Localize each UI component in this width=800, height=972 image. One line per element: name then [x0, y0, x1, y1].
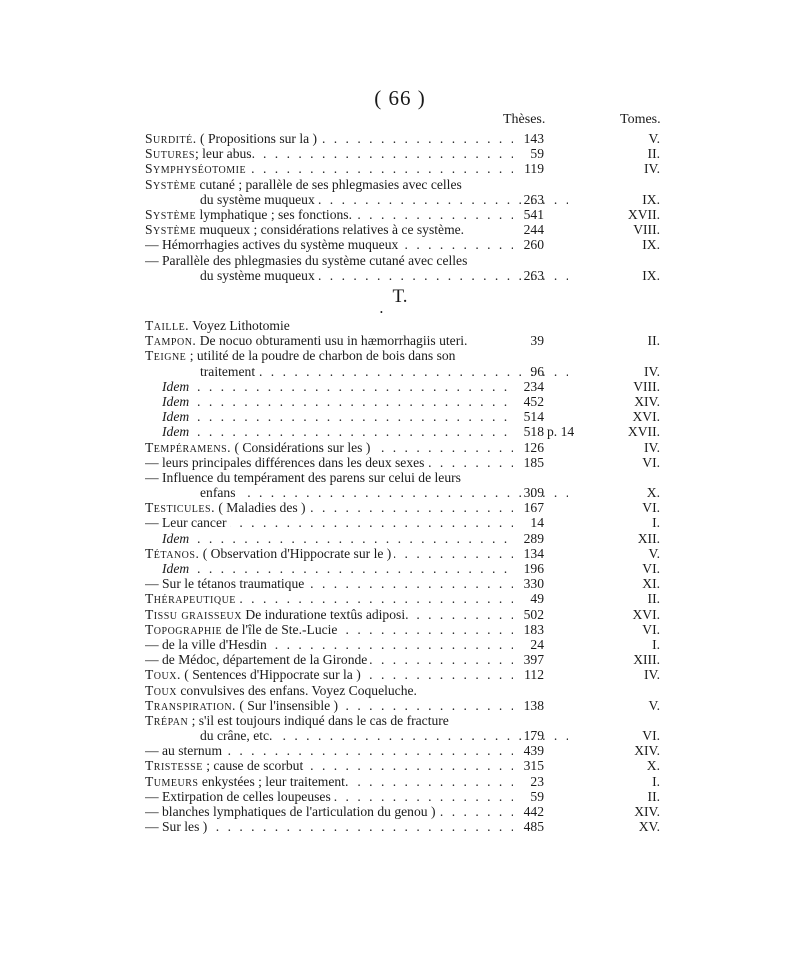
entry-keyword: Tampon.: [145, 333, 197, 349]
index-entry: [0, 424, 800, 439]
entry-description: muqueux ; considérations relatives à ce système.: [196, 222, 465, 238]
index-entry: [0, 268, 800, 283]
tome-number: V.: [648, 131, 660, 146]
theses-number: 518: [523, 424, 544, 440]
entry-description: de l'île de Ste.-Lucie: [222, 621, 338, 637]
entry-description: — leurs principales différences dans les deux sexes: [145, 454, 425, 470]
tome-number: V.: [648, 697, 660, 713]
entry-description: — Sur les ): [145, 819, 208, 835]
index-entry: [0, 819, 800, 834]
entry-description: Idem: [162, 530, 190, 546]
entry-text: [162, 394, 513, 409]
entry-keyword: Topographie: [145, 621, 223, 637]
theses-number: 289: [523, 530, 544, 546]
entry-keyword: Toux.: [145, 667, 181, 683]
index-entry: [0, 131, 800, 146]
tome-number: I.: [652, 636, 660, 652]
entry-keyword: Symphyséotomie: [145, 161, 247, 177]
entry-description: ( Sur l'insensible ): [235, 697, 339, 713]
entry-description: Voyez Lithotomie: [189, 318, 290, 333]
theses-number: 439: [523, 743, 544, 759]
entry-text: [145, 348, 513, 363]
entry-text: [145, 546, 513, 561]
theses-number: 442: [523, 804, 544, 819]
index-entry: [0, 237, 800, 252]
entry-text: [145, 652, 513, 667]
entry-text: [145, 607, 513, 622]
entry-text: [145, 713, 513, 728]
tome-number: IX.: [642, 237, 660, 253]
entry-text: [145, 333, 513, 348]
tome-number: X.: [646, 485, 660, 501]
entry-description: — au sternum: [145, 743, 223, 759]
entry-keyword: Taille.: [145, 318, 190, 333]
theses-number: 196: [523, 561, 544, 576]
tome-number: XIV.: [634, 743, 660, 759]
entry-text: [145, 455, 513, 470]
index-entry: [0, 470, 800, 485]
index-entry: [0, 253, 800, 268]
theses-number: 183: [523, 621, 544, 637]
tome-number: II.: [647, 788, 660, 804]
entry-text: [145, 683, 513, 698]
theses-number: 59: [530, 788, 544, 804]
entry-keyword: Système: [145, 176, 197, 192]
index-entry: [0, 758, 800, 773]
entry-text: [145, 440, 513, 455]
entry-description: du système muqueux: [200, 267, 315, 283]
theses-number: 263: [523, 191, 544, 207]
index-entry: [0, 161, 800, 176]
page-reference: p. 14: [547, 424, 575, 440]
theses-number: 244: [523, 222, 544, 238]
section-t-heading: T.: [392, 286, 408, 307]
entry-text: [145, 819, 513, 834]
entry-keyword: Tissu graisseux: [145, 606, 242, 622]
index-entry: [0, 743, 800, 758]
tome-number: VI.: [642, 454, 660, 470]
entry-description: ( Sentences d'Hippocrate sur la ): [180, 667, 361, 683]
entry-description: du système muqueux: [200, 191, 315, 207]
entry-description: Idem: [162, 393, 190, 409]
entry-text: [145, 515, 513, 530]
theses-number: 541: [523, 206, 544, 222]
theses-number: 119: [524, 161, 544, 177]
entry-text: [145, 237, 513, 252]
entry-keyword: Tumeurs: [145, 773, 199, 789]
tome-number: XI.: [642, 576, 660, 592]
entry-keyword: Système: [145, 206, 197, 222]
tome-number: XVII.: [627, 206, 660, 222]
entry-description: — Hémorrhagies actives du système muqueux: [145, 237, 399, 253]
index-entry: [0, 207, 800, 222]
column-header-tomes: Tomes.: [620, 112, 661, 127]
entry-description: ; leur abus.: [194, 146, 255, 162]
entry-description: Idem: [162, 561, 190, 576]
theses-number: 134: [523, 545, 544, 561]
index-entry: [0, 622, 800, 637]
tome-number: IV.: [644, 363, 660, 379]
tome-number: VIII.: [633, 222, 660, 238]
entry-text: [145, 161, 513, 176]
entry-description: — Extirpation de celles loupeuses: [145, 788, 331, 804]
entry-text: [145, 253, 513, 268]
entry-description: — Leur cancer: [145, 515, 227, 531]
entry-keyword: Sutures: [145, 146, 195, 162]
entry-description: ( Considérations sur les ): [231, 439, 371, 455]
entry-description: lymphatique ; ses fonctions.: [196, 206, 352, 222]
entry-text: [162, 409, 513, 424]
theses-number: 315: [523, 758, 544, 774]
theses-number: 263: [523, 267, 544, 283]
index-entry: [0, 379, 800, 394]
tome-number: X.: [646, 758, 660, 774]
theses-number: 260: [523, 237, 544, 253]
tome-number: XVI.: [632, 409, 660, 425]
index-entry: [0, 364, 800, 379]
entry-description: ( Propositions sur la ): [196, 131, 318, 146]
theses-number: 112: [524, 667, 544, 683]
tome-number: IX.: [642, 267, 660, 283]
index-entry: [0, 728, 800, 743]
index-entry: [0, 698, 800, 713]
entry-keyword: Tétanos.: [145, 545, 200, 561]
entry-text: [145, 743, 513, 758]
tome-number: XV.: [638, 819, 660, 835]
entry-description: De induratione textûs adiposi.: [242, 606, 409, 622]
entry-description: ( Observation d'Hippocrate sur le ): [199, 545, 392, 561]
tome-number: IX.: [642, 191, 660, 207]
entry-text: [145, 177, 513, 192]
index-entry: [0, 318, 800, 333]
index-entry: [0, 531, 800, 546]
entry-description: cutané ; parallèle de ses phlegmasies avec celles: [196, 176, 462, 192]
tome-number: IV.: [644, 439, 660, 455]
tome-number: IV.: [644, 161, 660, 177]
entry-description: ( Maladies des ): [214, 500, 306, 516]
index-entry: [0, 576, 800, 591]
tome-number: VI.: [642, 561, 660, 576]
entry-description: — Influence du tempérament des parens sur celui de leurs: [145, 469, 461, 485]
theses-number: 452: [523, 393, 544, 409]
entry-text: [162, 531, 513, 546]
theses-number: 397: [523, 652, 544, 668]
entry-description: ; utilité de la poudre de charbon de bois dans son: [186, 348, 456, 364]
index-entry: [0, 515, 800, 530]
entry-description: enfans: [200, 485, 236, 501]
index-entry: [0, 561, 800, 576]
index-entry: [0, 333, 800, 348]
entry-text: [145, 470, 513, 485]
index-entry: [0, 774, 800, 789]
theses-number: 330: [523, 576, 544, 592]
theses-number: 514: [523, 409, 544, 425]
entry-description: convulsives des enfans. Voyez Coqueluche.: [176, 682, 417, 698]
entry-description: Idem: [162, 424, 190, 440]
tome-number: IV.: [644, 667, 660, 683]
theses-number: 24: [530, 636, 544, 652]
entry-text: [145, 637, 513, 652]
entry-keyword: Thérapeutique: [145, 591, 236, 607]
theses-number: 14: [530, 515, 544, 531]
entry-description: enkystées ; leur traitement.: [198, 773, 349, 789]
section-t-entries: [0, 318, 800, 834]
tome-number: VI.: [642, 728, 660, 744]
theses-number: 23: [530, 773, 544, 789]
entry-description: Idem: [162, 409, 190, 425]
theses-number: 179: [523, 728, 544, 744]
index-entry: [0, 652, 800, 667]
theses-number: 126: [523, 439, 544, 455]
entry-text: [145, 207, 513, 222]
index-entry: [0, 394, 800, 409]
index-entry: [0, 409, 800, 424]
tome-number: I.: [652, 773, 660, 789]
index-entry: [0, 789, 800, 804]
entry-description: ; cause de scorbut: [202, 758, 304, 774]
entry-text: [145, 222, 513, 237]
entry-keyword: Transpiration.: [145, 697, 236, 713]
tome-number: VI.: [642, 621, 660, 637]
entry-text: [162, 424, 513, 439]
index-entry: [0, 683, 800, 698]
entry-text: [145, 318, 513, 333]
entry-keyword: Testicules.: [145, 500, 215, 516]
entry-keyword: Surdité.: [145, 131, 197, 146]
entry-text: [145, 146, 513, 161]
tome-number: XIII.: [633, 652, 660, 668]
theses-number: 59: [530, 146, 544, 162]
theses-number: 39: [530, 333, 544, 349]
entry-description: — de Médoc, département de la Gironde: [145, 652, 368, 668]
tome-number: VIII.: [633, 378, 660, 394]
index-entry: [0, 485, 800, 500]
entry-description: ; s'il est toujours indiqué dans le cas de fracture: [188, 712, 449, 728]
theses-number: 234: [523, 378, 544, 394]
index-entry: [0, 222, 800, 237]
tome-number: II.: [647, 333, 660, 349]
theses-number: 167: [523, 500, 544, 516]
page-number: ( 66 ): [374, 86, 426, 110]
entry-keyword: Tempéramens.: [145, 439, 232, 455]
entry-keyword: Toux: [145, 682, 177, 698]
entry-text: [145, 758, 513, 773]
theses-number: 502: [523, 606, 544, 622]
entry-keyword: Teigne: [145, 348, 187, 364]
entry-description: — Sur le tétanos traumatique: [145, 576, 305, 592]
entry-description: De nocuo obturamenti usu in hæmorrhagiis uteri.: [196, 333, 468, 349]
tome-number: XVII.: [627, 424, 660, 440]
index-entry: [0, 804, 800, 819]
entry-text: [145, 698, 513, 713]
entry-description: — de la ville d'Hesdin: [145, 636, 267, 652]
index-entry: [0, 177, 800, 192]
separator-dot: •: [380, 308, 383, 317]
tome-number: II.: [647, 146, 660, 162]
index-entry: [0, 146, 800, 161]
theses-number: 485: [523, 819, 544, 835]
theses-number: 49: [530, 591, 544, 607]
tome-number: XVI.: [632, 606, 660, 622]
index-entry: [0, 607, 800, 622]
entry-text: [145, 774, 513, 789]
entry-text: [145, 622, 513, 637]
entry-keyword: Système: [145, 222, 197, 238]
theses-number: 96: [530, 363, 544, 379]
index-entry: [0, 348, 800, 363]
theses-number: 309: [523, 485, 544, 501]
tome-number: XIV.: [634, 393, 660, 409]
tome-number: V.: [648, 545, 660, 561]
index-entry: [0, 637, 800, 652]
entry-text: [145, 131, 513, 146]
entry-text: [145, 591, 513, 606]
entry-text: [145, 667, 513, 682]
entry-description: traitement: [200, 363, 256, 379]
tome-number: VI.: [642, 500, 660, 516]
tome-number: II.: [647, 591, 660, 607]
entry-text: [145, 576, 513, 591]
theses-number: 143: [523, 131, 544, 146]
entry-description: Idem: [162, 378, 190, 394]
entry-text: [145, 789, 513, 804]
entry-keyword: Tristesse: [145, 758, 203, 774]
index-entry: [0, 440, 800, 455]
tome-number: XII.: [637, 530, 660, 546]
index-entry: [0, 192, 800, 207]
entry-text: [145, 500, 513, 515]
index-entry: [0, 713, 800, 728]
entry-text: [145, 804, 513, 819]
entry-description: — blanches lymphatiques de l'articulation du genou ): [145, 804, 436, 819]
tome-number: I.: [652, 515, 660, 531]
section-s-entries: [0, 131, 800, 283]
index-entry: [0, 455, 800, 470]
entry-text: [162, 379, 513, 394]
index-entry: [0, 667, 800, 682]
theses-number: 138: [523, 697, 544, 713]
index-entry: [0, 591, 800, 606]
theses-number: 185: [523, 454, 544, 470]
entry-text: [162, 561, 513, 576]
entry-keyword: Trépan: [145, 712, 189, 728]
index-entry: [0, 546, 800, 561]
entry-description: — Parallèle des phlegmasies du système cutané avec celles: [145, 252, 468, 268]
column-header-theses: Thèses.: [503, 112, 546, 127]
tome-number: XIV.: [634, 804, 660, 819]
index-entry: [0, 500, 800, 515]
entry-description: du crâne, etc.: [200, 728, 273, 744]
